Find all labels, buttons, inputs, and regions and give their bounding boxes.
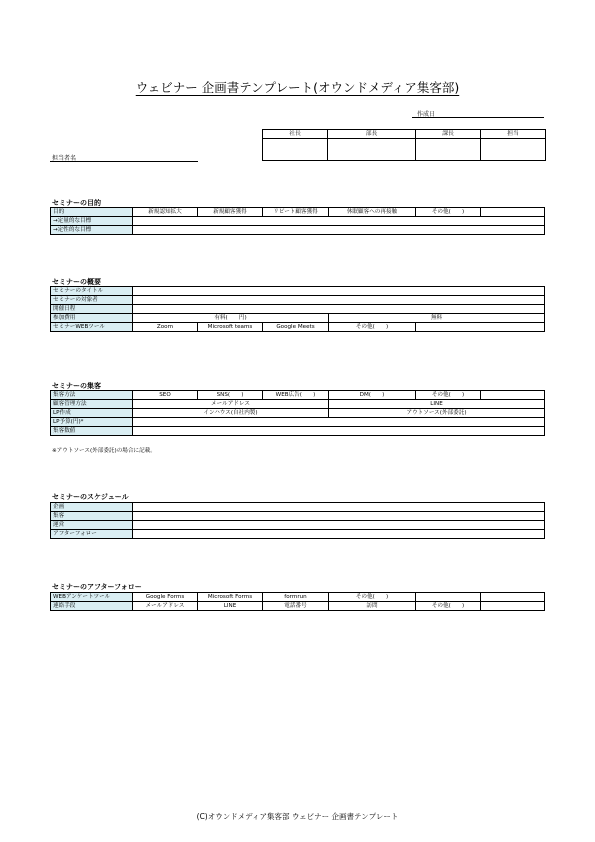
- survey-tool-option[interactable]: [481, 593, 545, 602]
- survey-tool-option[interactable]: formrun: [263, 593, 329, 602]
- schedule-followup-input[interactable]: [133, 530, 545, 539]
- section-heading-schedule: セミナーのスケジュール: [52, 493, 129, 501]
- purpose-option[interactable]: 新規認知拡大: [133, 208, 198, 217]
- attract-method-option[interactable]: SEO: [133, 391, 198, 400]
- seminar-date-label: 開催日程: [51, 305, 133, 314]
- stamp-cell[interactable]: [263, 139, 328, 161]
- customer-mgmt-label: 顧客管理方法: [51, 400, 133, 409]
- survey-tool-option[interactable]: Microsoft Forms: [198, 593, 263, 602]
- attract-method-label: 集客方法: [51, 391, 133, 400]
- survey-tool-label: WEBアンケートツール: [51, 593, 133, 602]
- web-tool-label: セミナーWEBツール: [51, 323, 133, 332]
- web-tool-option[interactable]: Microsoft teams: [198, 323, 263, 332]
- lp-creation-option[interactable]: インハウス(自社内製): [133, 409, 329, 418]
- approval-manager: 部長: [328, 130, 416, 139]
- contact-method-option[interactable]: LINE: [198, 602, 263, 611]
- lp-budget-label: LP予算(円)*: [51, 418, 133, 427]
- person-label: 担当者名: [52, 155, 77, 162]
- survey-tool-option[interactable]: Google Forms: [133, 593, 198, 602]
- quantitative-goal-label: →定量的な目標: [51, 217, 133, 226]
- contact-method-label: 連絡手段: [51, 602, 133, 611]
- attract-table: [50, 390, 545, 436]
- approval-president: 社長: [263, 130, 328, 139]
- seminar-title-label: セミナーのタイトル: [51, 287, 133, 296]
- seminar-title-input[interactable]: [133, 287, 545, 296]
- attract-target-input[interactable]: [133, 427, 545, 436]
- lp-creation-option[interactable]: アウトソース(外部委託): [329, 409, 545, 418]
- fee-free-option[interactable]: 無料: [329, 314, 545, 323]
- attract-method-option[interactable]: SNS( ): [198, 391, 263, 400]
- schedule-planning-input[interactable]: [133, 503, 545, 512]
- purpose-label: 目的: [51, 208, 133, 217]
- purpose-option[interactable]: その他( ): [416, 208, 481, 217]
- seminar-target-input[interactable]: [133, 296, 545, 305]
- approval-section-chief: 課長: [416, 130, 481, 139]
- qualitative-goal-label: →定性的な目標: [51, 226, 133, 235]
- attract-method-option[interactable]: WEB広告( ): [263, 391, 329, 400]
- customer-mgmt-option[interactable]: メールアドレス: [133, 400, 329, 409]
- attract-method-option[interactable]: その他( ): [416, 391, 481, 400]
- schedule-operation-label: 運営: [51, 521, 133, 530]
- stamp-cell[interactable]: [481, 139, 546, 161]
- survey-tool-option[interactable]: その他( ): [329, 593, 416, 602]
- contact-method-option[interactable]: メールアドレス: [133, 602, 198, 611]
- lp-budget-input[interactable]: [133, 418, 545, 427]
- page-footer: (C)オウンドメディア集客部 ウェビナー 企画書テンプレート: [196, 812, 399, 821]
- contact-method-option[interactable]: [481, 602, 545, 611]
- customer-mgmt-option[interactable]: LINE: [329, 400, 545, 409]
- seminar-target-label: セミナーの対象者: [51, 296, 133, 305]
- section-heading-followup: セミナーのアフターフォロー: [52, 583, 142, 591]
- survey-tool-option[interactable]: [416, 593, 481, 602]
- purpose-option[interactable]: 休眠顧客への再接触: [329, 208, 416, 217]
- contact-method-option[interactable]: 電話番号: [263, 602, 329, 611]
- schedule-attract-label: 集客: [51, 512, 133, 521]
- page-title: ウェビナー 企画書テンプレート(オウンドメディア集客部): [135, 80, 460, 95]
- overview-table: [50, 286, 545, 332]
- web-tool-option[interactable]: [416, 323, 545, 332]
- fee-paid-option[interactable]: 有料( 円): [133, 314, 329, 323]
- schedule-followup-label: アフターフォロー: [51, 530, 133, 539]
- outsource-note: ※アウトソース(外部委託)の場合に記載。: [52, 448, 156, 454]
- purpose-table: [50, 207, 545, 235]
- purpose-option[interactable]: [481, 208, 545, 217]
- contact-method-option[interactable]: その他( ): [416, 602, 481, 611]
- web-tool-option[interactable]: Google Meets: [263, 323, 329, 332]
- purpose-option[interactable]: 新規顧客獲得: [198, 208, 263, 217]
- schedule-planning-label: 企画: [51, 503, 133, 512]
- purpose-option[interactable]: リピート顧客獲得: [263, 208, 329, 217]
- fee-label: 参加費用: [51, 314, 133, 323]
- created-date-line: [412, 117, 544, 118]
- approval-staff: 担当: [481, 130, 546, 139]
- created-date-label: 作成日: [417, 111, 436, 118]
- attract-target-label: 集客数値: [51, 427, 133, 436]
- web-tool-option[interactable]: その他( ): [329, 323, 416, 332]
- section-heading-overview: セミナーの概要: [52, 278, 101, 286]
- section-heading-attract: セミナーの集客: [52, 382, 101, 390]
- stamp-cell[interactable]: [328, 139, 416, 161]
- section-heading-purpose: セミナーの目的: [52, 199, 101, 207]
- lp-creation-label: LP作成: [51, 409, 133, 418]
- contact-method-option[interactable]: 訪問: [329, 602, 416, 611]
- attract-method-option[interactable]: DM( ): [329, 391, 416, 400]
- web-tool-option[interactable]: Zoom: [133, 323, 198, 332]
- schedule-operation-input[interactable]: [133, 521, 545, 530]
- approval-table: [262, 129, 546, 161]
- qualitative-goal-input[interactable]: [133, 226, 545, 235]
- person-line: [50, 161, 198, 162]
- quantitative-goal-input[interactable]: [133, 217, 545, 226]
- followup-table: [50, 592, 545, 611]
- stamp-cell[interactable]: [416, 139, 481, 161]
- schedule-attract-input[interactable]: [133, 512, 545, 521]
- attract-method-option[interactable]: [481, 391, 545, 400]
- seminar-date-input[interactable]: [133, 305, 545, 314]
- schedule-table: [50, 502, 545, 539]
